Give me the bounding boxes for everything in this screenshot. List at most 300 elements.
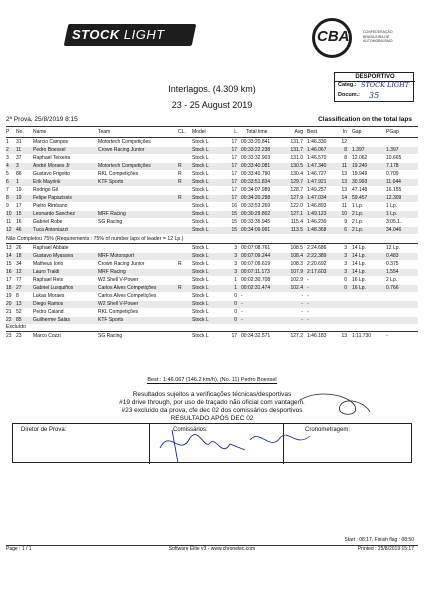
col-team: Team (98, 129, 111, 135)
cell-best: 2:24.686 (307, 245, 327, 251)
cell-no: 86 (16, 171, 22, 177)
cell-p: 7 (6, 187, 9, 193)
table-row (6, 187, 418, 194)
cell-pgap: 34.046 (386, 227, 402, 233)
cell-gap: 2 Lp. (352, 227, 364, 233)
cell-in: 13 (341, 333, 347, 339)
table-row (6, 293, 418, 300)
cell-in: 13 (341, 179, 347, 185)
software-credit: Software Elite v3 - www.chronelec.com (168, 546, 256, 552)
table-row (6, 163, 418, 170)
cell-in: 3 (344, 269, 347, 275)
cell-cl: R (178, 195, 182, 201)
cell-name: Raphael Reis (33, 277, 64, 283)
cell-no: 37 (16, 155, 22, 161)
cell-avg: 107.9 (290, 269, 303, 275)
cell-name: Raphael Teixeira (33, 155, 71, 161)
cell-pgap: 0.709 (386, 171, 399, 177)
cell-p: 4 (6, 163, 9, 169)
cell-in: 11 (341, 163, 347, 169)
cell-cl: R (178, 179, 182, 185)
cell-team: MRF Racing (98, 211, 126, 217)
cell-model: Stock L (192, 179, 209, 185)
cell-p: 16 (6, 269, 12, 275)
cell-team: SG Racing (98, 219, 123, 225)
cell-model: Stock L (192, 195, 209, 201)
cell-model: Stock L (192, 245, 209, 251)
cell-tt: - (241, 309, 243, 315)
cell-avg: - (301, 317, 303, 323)
cell-best: 1:49.123 (307, 211, 327, 217)
stewards-label: Comissários: (173, 427, 208, 433)
cell-l: 3 (234, 269, 237, 275)
cell-p: 17 (6, 277, 12, 283)
col-gap: Gap (352, 129, 362, 135)
cell-avg: - (301, 301, 303, 307)
cell-model: Stock L (192, 203, 209, 209)
cell-pgap: - (386, 333, 388, 339)
cba-subtitle: CONFEDERAÇÃO BRASILEIRA DE AUTOMOBILISMO (363, 30, 393, 43)
cell-best: 2:20.692 (307, 261, 327, 267)
cell-l: 0 (234, 293, 237, 299)
cell-best: 1:48.368 (307, 227, 327, 233)
cell-p: 6 (6, 179, 9, 185)
cell-p: 8 (6, 195, 9, 201)
director-label: Diretor de Prova: (21, 427, 67, 433)
cell-gap: 1.397 (352, 147, 365, 153)
cell-p: 23 (6, 333, 12, 339)
official-stamp: DESPORTIVO Categ.: STOCK LIGHT Docum.: 35 (334, 72, 414, 102)
cell-avg: 102.4 (290, 285, 303, 291)
cell-tt: 00:33:53.269 (241, 203, 271, 209)
cell-p: 13 (6, 245, 12, 251)
cell-best: 2:17.603 (307, 269, 327, 275)
cell-l: 17 (231, 179, 237, 185)
cell-l: 17 (231, 155, 237, 161)
cell-in: 8 (344, 147, 347, 153)
cell-tt: - (241, 293, 243, 299)
cell-tt: 00:33:51.834 (241, 179, 271, 185)
cell-tt: 00:33:32.903 (241, 155, 271, 161)
cell-tt: 00:02:30.708 (241, 277, 271, 283)
cell-avg: 127.9 (290, 195, 303, 201)
cell-tt: 00:07:08.761 (241, 245, 271, 251)
cell-l: 17 (231, 187, 237, 193)
cell-gap: 16 Lp. (352, 285, 366, 291)
cell-no: 16 (16, 219, 22, 225)
cell-team: RKL Competições (98, 171, 139, 177)
cell-no: 85 (16, 317, 22, 323)
cell-name: André Moraes Jr (33, 163, 70, 169)
cell-no: 19 (16, 195, 22, 201)
cell-p: 9 (6, 203, 9, 209)
cell-model: Stock L (192, 163, 209, 169)
col-in: In (342, 129, 347, 135)
printed-time: Printed : 25/8/2019 15:17 (357, 546, 414, 552)
cell-no: 31 (16, 139, 22, 145)
cell-model: Stock L (192, 285, 209, 291)
cell-tt: - (241, 301, 243, 307)
cell-l: 17 (231, 333, 237, 339)
cell-p: 19 (6, 293, 12, 299)
col-model: Model (192, 129, 206, 135)
cell-pgap: 0.483 (386, 253, 399, 259)
cell-gap: 47.148 (352, 187, 368, 193)
divider (6, 331, 418, 332)
table-row (6, 203, 418, 210)
cell-in: 14 (341, 195, 347, 201)
cell-tt: 00:07:09.244 (241, 253, 271, 259)
cell-l: 17 (231, 139, 237, 145)
cell-gap: 14 Lp. (352, 261, 366, 267)
cell-l: 15 (231, 227, 237, 233)
table-row (6, 147, 418, 154)
stock-light-logo: STOCK LIGHT (72, 27, 165, 42)
table-row (6, 171, 418, 178)
cell-gap: 2 Lp. (352, 219, 364, 225)
cell-avg: 131.0 (290, 155, 303, 161)
cell-avg: 130.4 (290, 171, 303, 177)
cell-no: 8 (16, 293, 19, 299)
cell-cl: R (178, 285, 182, 291)
cell-no: 46 (16, 227, 22, 233)
cell-tt: 00:34:20.298 (241, 195, 271, 201)
cell-team: SG Racing (98, 333, 123, 339)
classification-note: Classification on the total laps (318, 116, 412, 123)
cell-team: MRF Motorsport (98, 253, 135, 259)
cell-best: - (307, 301, 309, 307)
cell-pgap: 1.397 (386, 147, 399, 153)
cell-avg: 122.0 (290, 203, 303, 209)
cell-l: 17 (231, 195, 237, 201)
cell-pgap: 0.766 (386, 285, 399, 291)
cell-avg: 127.1 (290, 211, 303, 217)
cell-best: 1:46.230 (307, 219, 327, 225)
cell-l: 1 (234, 277, 237, 283)
table-row (6, 195, 418, 202)
cell-name: Gustavo Myasava (33, 253, 74, 259)
cell-p: 10 (6, 211, 12, 217)
cell-pgap: 10.665 (386, 155, 402, 161)
cell-no: 34 (16, 261, 22, 267)
cell-no: 23 (16, 333, 22, 339)
divider (6, 137, 418, 138)
cell-avg: 102.9 (290, 277, 303, 283)
cell-best: 1:47.921 (307, 179, 327, 185)
cell-model: Stock L (192, 261, 209, 267)
handwritten-signatures (150, 388, 380, 468)
best-lap: Best : 1:46.067 (146.2 km/h), (No. 11) Pedro Boessel (147, 377, 277, 383)
cell-p: 11 (6, 219, 12, 225)
cell-cl: R (178, 163, 182, 169)
cell-pgap: 12.309 (386, 195, 402, 201)
table-row (6, 219, 418, 226)
cell-no: 18 (16, 253, 22, 259)
cell-best: - (307, 293, 309, 299)
cell-name: Gabriel Lusquiños (33, 285, 74, 291)
cell-name: Guilherme Salas (33, 317, 70, 323)
cell-avg: - (301, 293, 303, 299)
cell-in: 6 (344, 227, 347, 233)
cell-pgap: 16.155 (386, 187, 402, 193)
cell-avg: 108.3 (290, 261, 303, 267)
cell-team: Motortech Competições (98, 139, 151, 145)
cell-gap: 16 Lp. (352, 277, 366, 283)
cell-avg: 129.7 (290, 179, 303, 185)
cell-name: Tuca Antoniazzi (33, 227, 69, 233)
cell-best: 1:46.330 (307, 139, 327, 145)
table-row (6, 277, 418, 284)
cell-best: 1:46.570 (307, 155, 327, 161)
cell-best: 1:49.257 (307, 187, 327, 193)
cell-model: Stock L (192, 269, 209, 275)
cell-l: 0 (234, 317, 237, 323)
remark-line: #19 drive through, por uso de traçado não oficial com vantagem. (119, 399, 305, 406)
col-cl: CL. (178, 129, 186, 135)
divider (6, 243, 418, 244)
cell-no: 27 (16, 285, 22, 291)
cell-in: 12 (341, 139, 347, 145)
cell-name: Pietro Rimbano (33, 203, 68, 209)
table-row (6, 245, 418, 252)
cell-l: 15 (231, 211, 237, 217)
table-row (6, 211, 418, 218)
divider (6, 126, 418, 127)
cell-pgap: 11.044 (386, 179, 401, 185)
cell-p: 21 (6, 309, 12, 315)
cell-team: Crown Racing Junior (98, 147, 145, 153)
cell-best: - (307, 285, 309, 291)
cell-name: Matheus Iorio (33, 261, 64, 267)
cell-l: 17 (231, 171, 237, 177)
table-row (6, 285, 418, 292)
cell-cl: R (178, 261, 182, 267)
cell-team: Motortech Competições (98, 163, 151, 169)
col-total-time: Total time (246, 129, 268, 135)
not-completed-label: Não Completou 75% (Requirements : 75% of number laps of leader = 12 Lp.) (6, 236, 184, 242)
cell-model: Stock L (192, 171, 209, 177)
cell-model: Stock L (192, 317, 209, 323)
cell-in: 0 (344, 277, 347, 283)
cell-pgap: 7.178 (386, 163, 399, 169)
cell-best: 2:22.389 (307, 253, 327, 259)
table-row (6, 261, 418, 268)
cell-in: 3 (344, 261, 347, 267)
cell-name: Pedro Boessel (33, 147, 66, 153)
cell-no: 12 (16, 269, 22, 275)
cell-best: 1:47.034 (307, 195, 327, 201)
table-row (6, 309, 418, 316)
cell-gap: 12.062 (352, 155, 368, 161)
cell-gap: 19.240 (352, 163, 368, 169)
cell-avg: 113.5 (290, 227, 303, 233)
cell-team: Carlos Alves Competições (98, 293, 157, 299)
cell-pgap: 1.554 (386, 269, 399, 275)
cell-model: Stock L (192, 147, 209, 153)
cell-name: Gustavo Frigotto (33, 171, 70, 177)
cell-gap: 14 Lp. (352, 253, 366, 259)
cell-model: Stock L (192, 293, 209, 299)
cell-p: 5 (6, 171, 9, 177)
cell-avg: 127.2 (290, 333, 303, 339)
cell-l: 3 (234, 245, 237, 251)
table-row (6, 179, 418, 186)
cell-p: 22 (6, 317, 12, 323)
table-row (6, 227, 418, 234)
cell-gap: 1 Lp. (352, 203, 364, 209)
cell-tt: 00:07:11.173 (241, 269, 270, 275)
cell-tt: 00:33:40.081 (241, 163, 271, 169)
cell-no: 13 (16, 301, 22, 307)
cell-l: 15 (231, 219, 237, 225)
cell-l: 17 (231, 163, 237, 169)
cell-team: Crown Racing Junior (98, 261, 145, 267)
cell-name: Felipe Papazissis (33, 195, 72, 201)
remark-line: #23 excluído da prova, cfe dec 02 dos comissários desportivos (121, 407, 303, 414)
col-no: No. (16, 129, 24, 135)
cell-gap: 30.993 (352, 179, 368, 185)
cell-name: Leonardo Sanchez (33, 211, 75, 217)
cell-best: 1:46.183 (307, 333, 327, 339)
table-row (6, 301, 418, 308)
cell-best: 1:46.067 (307, 147, 327, 153)
cell-tt: 00:30:29.802 (241, 211, 271, 217)
cell-l: 17 (231, 147, 237, 153)
cell-model: Stock L (192, 219, 209, 225)
cell-gap: 14 Lp. (352, 245, 366, 251)
cell-team: Carlos Alves Competições (98, 285, 157, 291)
cell-gap: 2 Lp. (352, 211, 364, 217)
col-l: L (234, 129, 237, 135)
cell-model: Stock L (192, 301, 209, 307)
event-dates: 23 - 25 August 2019 (171, 100, 253, 110)
cell-model: Stock L (192, 333, 209, 339)
cell-avg: 108.4 (290, 253, 303, 259)
cell-l: 0 (234, 301, 237, 307)
table-row (6, 139, 418, 146)
start-finish: Start : 08:17, Finish flag : 08:50 (344, 537, 414, 543)
cell-model: Stock L (192, 309, 209, 315)
cell-name: Lauro Traldi (33, 269, 60, 275)
cell-l: 16 (231, 203, 237, 209)
cell-no: 3 (16, 163, 19, 169)
cell-no: 19 (16, 187, 22, 193)
cell-team: KTF Sports (98, 179, 124, 185)
table-row (6, 155, 418, 162)
table-row (6, 269, 418, 276)
col-best: Best (307, 129, 318, 135)
cell-tt: 00:33:35.945 (241, 219, 271, 225)
cell-pgap: 12 Lp. (386, 245, 400, 251)
cell-in: 13 (341, 187, 347, 193)
cell-in: 8 (344, 155, 347, 161)
cell-no: 26 (16, 245, 22, 251)
cell-avg: 128.7 (290, 187, 303, 193)
cell-tt: 00:34:07.989 (241, 187, 271, 193)
cell-name: Pedro Caland (33, 309, 64, 315)
cell-model: Stock L (192, 139, 209, 145)
cell-no: 17 (16, 203, 22, 209)
cell-model: Stock L (192, 187, 209, 193)
cell-best: - (307, 309, 309, 315)
cell-no: 1 (16, 179, 19, 185)
cell-in: 0 (344, 285, 347, 291)
cell-tt: 00:34:32.571 (241, 333, 271, 339)
cell-avg: 115.4 (290, 219, 303, 225)
cell-name: Erik Mayrink (33, 179, 61, 185)
cba-logo: CBA (312, 18, 362, 58)
cell-cl: R (178, 171, 182, 177)
cell-name: Raphael Abbate (33, 245, 69, 251)
col-name: Name (33, 129, 47, 135)
cell-model: Stock L (192, 155, 209, 161)
cell-in: 9 (344, 219, 347, 225)
timekeeper-label: Cronometragem: (305, 427, 351, 433)
cell-l: 3 (234, 253, 237, 259)
cell-model: Stock L (192, 227, 209, 233)
cell-tt: 00:33:22.238 (241, 147, 271, 153)
cell-no: 15 (16, 211, 22, 217)
cell-avg: 131.7 (290, 139, 303, 145)
cell-no: 11 (16, 147, 22, 153)
cell-pgap: 0.375 (386, 261, 399, 267)
cell-pgap: 2 Lp. (386, 277, 398, 283)
cell-l: 0 (234, 309, 237, 315)
cell-tt: 00:07:09.619 (241, 261, 271, 267)
col-avg: Avg (294, 129, 303, 135)
cell-gap: 14 Lp. (352, 269, 366, 275)
cell-model: Stock L (192, 253, 209, 259)
cell-name: Marco Cozzi (33, 333, 61, 339)
cell-p: 12 (6, 227, 12, 233)
cell-p: 1 (6, 139, 9, 145)
cell-name: Rodrigo Gil (33, 187, 59, 193)
cell-tt: 00:02:31.474 (241, 285, 271, 291)
remark-line: Resultados sujeitos a verificações técnicas/desportivas (132, 391, 292, 398)
col-pgap: PGap (386, 129, 399, 135)
cell-best: - (307, 277, 309, 283)
cell-pgap: 3:05.1.. (386, 219, 403, 225)
cell-tt: 00:34:09.991 (241, 227, 271, 233)
cell-best: 1:47.340 (307, 163, 327, 169)
cell-p: 18 (6, 285, 12, 291)
cell-team: W2 Shell V-Power (98, 277, 139, 283)
cell-in: 3 (344, 245, 347, 251)
cell-p: 2 (6, 147, 9, 153)
table-row (6, 253, 418, 260)
cell-no: 77 (16, 277, 22, 283)
cell-name: Lukas Moraes (33, 293, 65, 299)
cell-best: 1:46.893 (307, 203, 327, 209)
cell-in: 10 (341, 211, 347, 217)
cell-team: KTF Sports (98, 317, 124, 323)
table-row (6, 317, 418, 324)
table-header (6, 129, 418, 136)
cell-model: Stock L (192, 277, 209, 283)
cell-in: 3 (344, 253, 347, 259)
race-info: 2ª Prova, 25/8/2019 8:15 (6, 116, 78, 123)
cell-p: 14 (6, 253, 12, 259)
cell-avg: 131.7 (290, 147, 303, 153)
cell-gap: 19.949 (352, 171, 368, 177)
remark-line: RESULTADO APÓS DEC 02 (170, 415, 254, 422)
cell-p: 20 (6, 301, 12, 307)
cell-gap: 1:11.730 (352, 333, 372, 339)
cell-team: RKL Competições (98, 309, 139, 315)
col-p: P (6, 129, 10, 135)
cell-team: W2 Shell V-Power (98, 301, 139, 307)
cell-tt: 00:33:20.841 (241, 139, 271, 145)
